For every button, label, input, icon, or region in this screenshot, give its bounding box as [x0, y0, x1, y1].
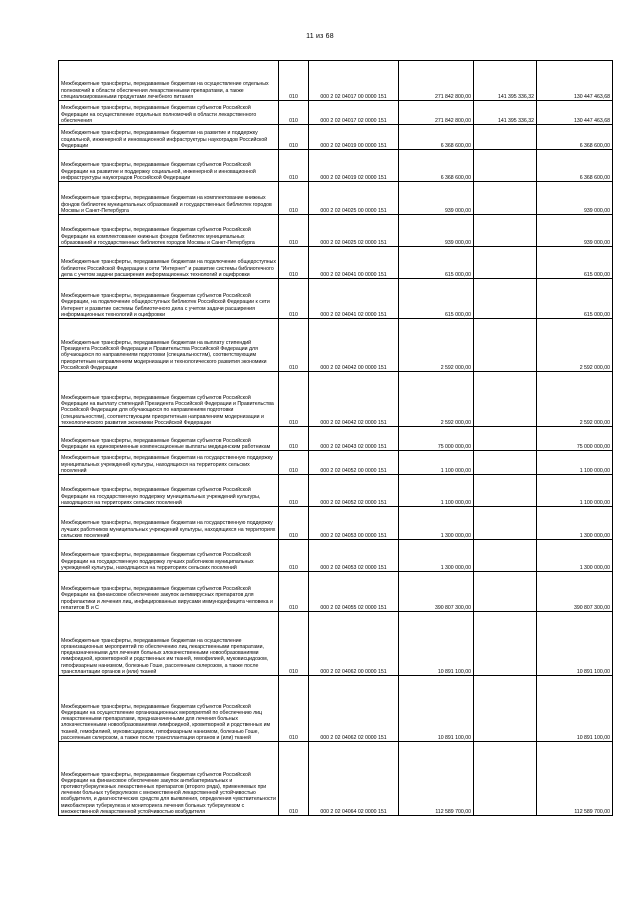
row-code: 010	[279, 612, 309, 676]
row-executed	[474, 319, 537, 372]
row-unexecuted: 939 000,00	[537, 215, 613, 247]
row-approved: 271 842 800,00	[399, 61, 474, 101]
row-unexecuted: 130 447 463,68	[537, 61, 613, 101]
row-kbk: 000 2 02 04042 02 0000 151	[309, 372, 399, 427]
row-name: Межбюджетные трансферты, передаваемые бюджетам субъектов Российской Федерации на государственную поддержку муниципальных учреждений культуры, находящихся на территориях сельских поселений	[59, 475, 279, 507]
table-row	[59, 372, 613, 427]
row-unexecuted: 1 300 000,00	[537, 540, 613, 572]
row-unexecuted: 75 000 000,00	[537, 427, 613, 451]
row-name: Межбюджетные трансферты, передаваемые бюджетам на осуществление организационных мероприятий по обеспечению лиц лекарственными препаратами, предназначенными для лечения больных злокачественными новообразованиями лимфоидной, кроветворной и родственных им тканей, гемофилией, муковисцидозом, гипофизарным нанизмом, болезнью Гоше, рассеянным склерозом, а также после трансплантации органов и (или) тканей	[59, 612, 279, 676]
table-row	[59, 475, 613, 507]
row-unexecuted: 112 589 700,00	[537, 742, 613, 816]
budget-table	[58, 60, 613, 816]
row-code: 010	[279, 125, 309, 150]
row-unexecuted: 1 100 000,00	[537, 451, 613, 475]
row-name: Межбюджетные трансферты, передаваемые бюджетам на комплектование книжных фондов библиотек муниципальных образований и государственных библиотек городов Москвы и Санкт-Петербурга	[59, 182, 279, 215]
table-row	[59, 742, 613, 816]
row-kbk: 000 2 02 04053 02 0000 151	[309, 540, 399, 572]
row-code: 010	[279, 540, 309, 572]
row-unexecuted: 1 100 000,00	[537, 475, 613, 507]
row-unexecuted: 10 891 100,00	[537, 676, 613, 742]
row-unexecuted: 615 000,00	[537, 247, 613, 279]
row-executed: 141 395 336,32	[474, 101, 537, 125]
table-row	[59, 247, 613, 279]
row-kbk: 000 2 02 04062 00 0000 151	[309, 612, 399, 676]
row-approved: 6 368 600,00	[399, 125, 474, 150]
row-code: 010	[279, 372, 309, 427]
table-row	[59, 676, 613, 742]
row-unexecuted: 939 000,00	[537, 182, 613, 215]
row-approved: 615 000,00	[399, 279, 474, 319]
row-executed	[474, 215, 537, 247]
row-executed	[474, 182, 537, 215]
table-row	[59, 319, 613, 372]
row-approved: 10 891 100,00	[399, 612, 474, 676]
row-approved: 390 807 300,00	[399, 572, 474, 612]
row-executed	[474, 612, 537, 676]
row-kbk: 000 2 02 04019 02 0000 151	[309, 150, 399, 182]
row-approved: 615 000,00	[399, 247, 474, 279]
table-row	[59, 215, 613, 247]
row-kbk: 000 2 02 04041 02 0000 151	[309, 279, 399, 319]
row-approved: 939 000,00	[399, 182, 474, 215]
row-approved: 1 300 000,00	[399, 507, 474, 540]
row-approved: 10 891 100,00	[399, 676, 474, 742]
row-code: 010	[279, 451, 309, 475]
row-executed	[474, 676, 537, 742]
table-row	[59, 279, 613, 319]
row-code: 010	[279, 427, 309, 451]
row-approved: 75 000 000,00	[399, 427, 474, 451]
row-kbk: 000 2 02 04052 02 0000 151	[309, 475, 399, 507]
row-unexecuted: 615 000,00	[537, 279, 613, 319]
row-code: 010	[279, 742, 309, 816]
row-name: Межбюджетные трансферты, передаваемые бюджетам субъектов Российской Федерации на осуществление отдельных полномочий в области лекарственного обеспечения	[59, 101, 279, 125]
row-name: Межбюджетные трансферты, передаваемые бюджетам субъектов Российской Федерации на государственную поддержку лучших работников муниципальных учреждений культуры, находящихся на территориях сельских поселений	[59, 540, 279, 572]
row-executed	[474, 742, 537, 816]
row-name: Межбюджетные трансферты, передаваемые бюджетам на подключение общедоступных библиотек Российской Федерации к сети "Интернет" и развитие системы библиотечного дела с учетом задачи расширения информационных технологий и оцифровки	[59, 247, 279, 279]
row-kbk: 000 2 02 04062 02 0000 151	[309, 676, 399, 742]
row-kbk: 000 2 02 04043 02 0000 151	[309, 427, 399, 451]
row-name: Межбюджетные трансферты, передаваемые бюджетам субъектов Российской Федерации на осуществление организационных мероприятий по обеспечению лиц лекарственными препаратами, предназначенными для лечения больных злокачественными новообразованиями лимфоидной, кроветворной и родственных им тканей, гемофилией, муковисцидозом, гипофизарным нанизмом, болезнью Гоше, рассеянным склерозом, а также после трансплантации органов и (или) тканей	[59, 676, 279, 742]
row-executed	[474, 475, 537, 507]
row-code: 010	[279, 507, 309, 540]
table-row	[59, 125, 613, 150]
row-executed	[474, 451, 537, 475]
row-kbk: 000 2 02 04025 02 0000 151	[309, 215, 399, 247]
row-executed	[474, 572, 537, 612]
page-number: 11 из 68	[306, 33, 334, 40]
row-kbk: 000 2 02 04053 00 0000 151	[309, 507, 399, 540]
table-row	[59, 61, 613, 101]
table-row	[59, 507, 613, 540]
row-approved: 271 842 800,00	[399, 101, 474, 125]
table-row	[59, 540, 613, 572]
row-code: 010	[279, 676, 309, 742]
row-unexecuted: 10 891 100,00	[537, 612, 613, 676]
row-executed	[474, 540, 537, 572]
row-name: Межбюджетные трансферты, передаваемые бюджетам субъектов Российской Федерации на выплату стипендий Президента Российской Федерации и Правительства Российской Федерации для обучающихся по направлениям подготовки (специальностям), соответствующим приоритетным направлениям модернизации и технологического развития экономики Российской Федерации	[59, 372, 279, 427]
row-kbk: 000 2 02 04064 02 0000 151	[309, 742, 399, 816]
row-executed	[474, 125, 537, 150]
row-code: 010	[279, 247, 309, 279]
row-kbk: 000 2 02 04041 00 0000 151	[309, 247, 399, 279]
row-kbk: 000 2 02 04017 02 0000 151	[309, 101, 399, 125]
row-executed: 141 395 336,32	[474, 61, 537, 101]
table-row	[59, 612, 613, 676]
row-kbk: 000 2 02 04019 00 0000 151	[309, 125, 399, 150]
row-code: 010	[279, 150, 309, 182]
row-name: Межбюджетные трансферты, передаваемые бюджетам на осуществление отдельных полномочий в области обеспечения лекарственными препаратами, а также специализированными продуктами лечебного питания	[59, 61, 279, 101]
table-row	[59, 572, 613, 612]
row-unexecuted: 1 300 000,00	[537, 507, 613, 540]
row-code: 010	[279, 101, 309, 125]
row-code: 010	[279, 279, 309, 319]
row-executed	[474, 372, 537, 427]
row-name: Межбюджетные трансферты, передаваемые бюджетам на выплату стипендий Президента Российской Федерации и Правительства Российской Федерации для обучающихся по направлениям подготовки (специальностям), соответствующим приоритетным направлениям модернизации и технологического развития экономики Российской Федерации	[59, 319, 279, 372]
row-unexecuted: 2 592 000,00	[537, 372, 613, 427]
row-code: 010	[279, 61, 309, 101]
row-name: Межбюджетные трансферты, передаваемые бюджетам на государственную поддержку лучших работников муниципальных учреждений культуры, находящихся на территориях сельских поселений	[59, 507, 279, 540]
row-executed	[474, 507, 537, 540]
row-executed	[474, 150, 537, 182]
row-unexecuted: 6 368 600,00	[537, 150, 613, 182]
table-row	[59, 182, 613, 215]
table-body	[59, 61, 613, 816]
row-approved: 1 300 000,00	[399, 540, 474, 572]
table-row	[59, 427, 613, 451]
row-code: 010	[279, 215, 309, 247]
row-approved: 6 368 600,00	[399, 150, 474, 182]
row-code: 010	[279, 572, 309, 612]
row-kbk: 000 2 02 04017 00 0000 151	[309, 61, 399, 101]
row-approved: 112 589 700,00	[399, 742, 474, 816]
table-row	[59, 101, 613, 125]
row-unexecuted: 130 447 463,68	[537, 101, 613, 125]
row-name: Межбюджетные трансферты, передаваемые бюджетам субъектов Российской Федерации на развитие и поддержку социальной, инженерной и инновационной инфраструктуры наукоградов Российской Федерации	[59, 150, 279, 182]
row-name: Межбюджетные трансферты, передаваемые бюджетам на развитие и поддержку социальной, инженерной и инновационной инфраструктуры наукоградов Российской Федерации	[59, 125, 279, 150]
row-name: Межбюджетные трансферты, передаваемые бюджетам на государственную поддержку муниципальных учреждений культуры, находящихся на территориях сельских поселений	[59, 451, 279, 475]
row-executed	[474, 279, 537, 319]
row-kbk: 000 2 02 04025 00 0000 151	[309, 182, 399, 215]
row-executed	[474, 427, 537, 451]
row-approved: 2 592 000,00	[399, 372, 474, 427]
row-code: 010	[279, 182, 309, 215]
table-row	[59, 451, 613, 475]
row-unexecuted: 6 368 600,00	[537, 125, 613, 150]
row-approved: 939 000,00	[399, 215, 474, 247]
row-code: 010	[279, 319, 309, 372]
row-executed	[474, 247, 537, 279]
row-name: Межбюджетные трансферты, передаваемые бюджетам субъектов Российской Федерации, на подключение общедоступных библиотек Российской Федерации к сети Интернет и развитие системы библиотечного дела с учетом задачи расширения информационных технологий и оцифровки	[59, 279, 279, 319]
row-approved: 2 592 000,00	[399, 319, 474, 372]
row-kbk: 000 2 02 04042 00 0000 151	[309, 319, 399, 372]
row-kbk: 000 2 02 04052 00 0000 151	[309, 451, 399, 475]
row-kbk: 000 2 02 04055 02 0000 151	[309, 572, 399, 612]
row-name: Межбюджетные трансферты, передаваемые бюджетам субъектов Российской Федерации на финансовое обеспечение закупок антивирусных препаратов для профилактики и лечения лиц, инфицированных вирусами иммунодефицита человека и гепатитов B и C	[59, 572, 279, 612]
row-name: Межбюджетные трансферты, передаваемые бюджетам субъектов Российской Федерации на комплектование книжных фондов библиотек муниципальных образований и государственных библиотек городов Москвы и Санкт-Петербурга	[59, 215, 279, 247]
row-name: Межбюджетные трансферты, передаваемые бюджетам субъектов Российской Федерации на финансовое обеспечение закупок антибактериальных и противотуберкулезных лекарственных препаратов (второго ряда), применяемых при лечении больных туберкулезом с множественной лекарственной устойчивостью возбудителя, и диагностических средств для выявления, определения чувствительности микобактерии туберкулеза и мониторинга лечения больных туберкулезом с множественной лекарственной устойчивостью возбудителя	[59, 742, 279, 816]
row-approved: 1 100 000,00	[399, 475, 474, 507]
row-unexecuted: 390 807 300,00	[537, 572, 613, 612]
row-unexecuted: 2 592 000,00	[537, 319, 613, 372]
table-row	[59, 150, 613, 182]
row-name: Межбюджетные трансферты, передаваемые бюджетам субъектов Российской Федерации на единовременные компенсационные выплаты медицинским работникам	[59, 427, 279, 451]
row-code: 010	[279, 475, 309, 507]
row-approved: 1 100 000,00	[399, 451, 474, 475]
